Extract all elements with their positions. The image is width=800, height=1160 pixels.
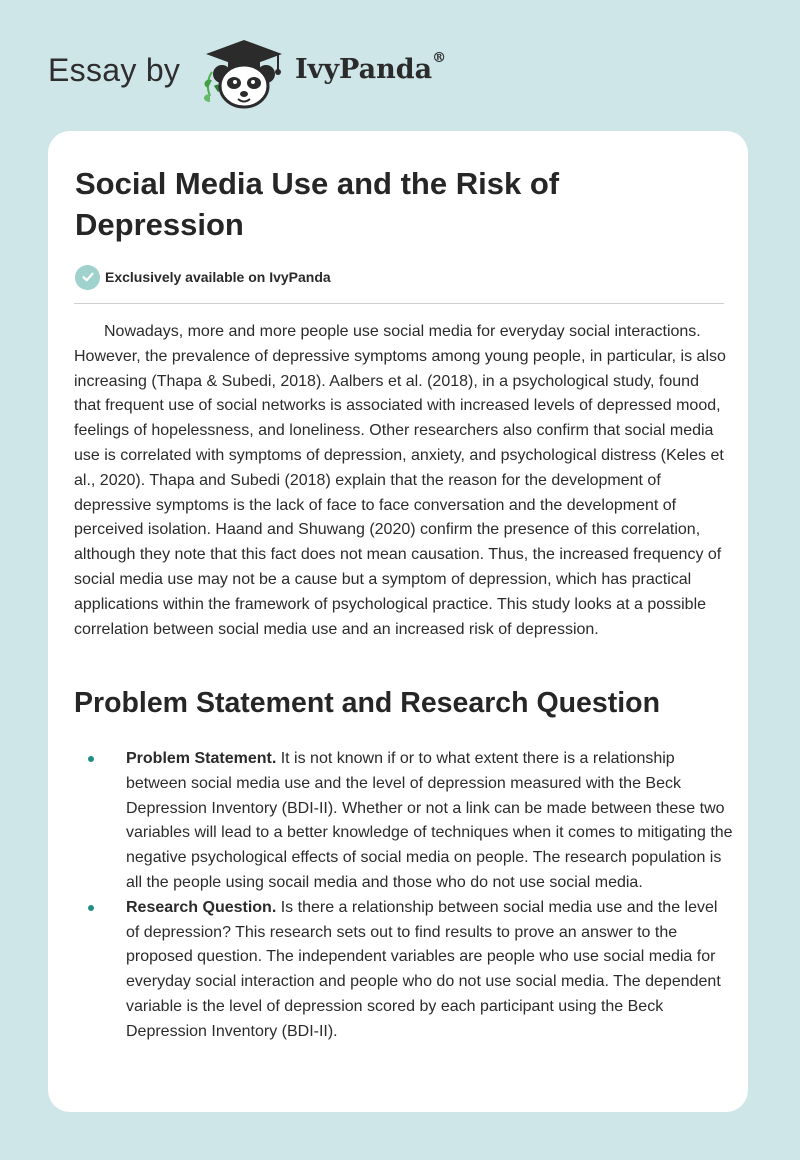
- bullet-list: [74, 747, 734, 1045]
- list-item: [74, 747, 734, 896]
- bullet-icon: [88, 905, 94, 911]
- exclusive-badge: [75, 264, 331, 290]
- exclusive-badge-label: Exclusively available on IvyPanda: [105, 269, 331, 285]
- bullet-text: It is not known if or to what extent there is a relationship between social media use and the level of depression measured with the Beck Depression Inventory (BDI-II). Whether or not a link can be made between these two variables will lead to a better knowledge of techniques when it comes to mitigating the negative psychological effects of social media on people. The research population is all the people using socail media and those who do not use social media.: [126, 750, 733, 891]
- registered-mark: ®: [432, 50, 447, 66]
- bullet-icon: [88, 756, 94, 762]
- panda-graduation-cap-icon: [198, 36, 290, 112]
- divider: [74, 303, 724, 304]
- brand-name-text: IvyPanda: [295, 54, 433, 85]
- brand-prefix: Essay by: [48, 52, 181, 88]
- section-heading: Problem Statement and Research Question: [74, 687, 660, 719]
- check-circle-icon: [75, 265, 100, 290]
- bullet-text: Is there a relationship between social media use and the level of depression? This research sets out to find results to prove an answer to the proposed question. The independent variables are people who use social media for everyday social interaction and people who do not use social media. The dependent variable is the level of depression scored by each participant using the Beck Depression Inventory (BDI-II).: [126, 898, 721, 1040]
- intro-paragraph: Nowadays, more and more people use social media for everyday social interactions. However, the prevalence of depressive symptoms among young people, in particular, is also increasing (Thapa & Subedi, 2018). Aalbers et al. (2018), in a psychological study, found that frequent use of social networks is associated with increased levels of depressed mood, feelings of hopelessness, and loneliness. Other researchers also confirm that social media use is correlated with symptoms of depression, anxiety, and psychological distress (Keles et al., 2020). Thapa and Subedi (2018) explain that the reason for the development of depressive symptoms is the lack of face to face conversation and the development of perceived isolation. Haand and Shuwang (2020) confirm the presence of this correlation, although they note that this fact does not mean causation. Thus, the increased frequency of social media use may not be a cause but a symptom of depression, which has practical applications within the framework of psychological practice. This study looks at a possible correlation between social media use and an increased risk of depression.: [74, 323, 726, 638]
- essay-title: Social Media Use and the Risk of Depression: [75, 166, 560, 242]
- bullet-lead: Problem Statement.: [126, 750, 277, 767]
- site-brand[interactable]: [48, 34, 488, 114]
- bullet-lead: Research Question.: [126, 898, 277, 916]
- essay-card: [48, 131, 748, 1112]
- list-item: [74, 896, 734, 1045]
- brand-name: [295, 50, 447, 85]
